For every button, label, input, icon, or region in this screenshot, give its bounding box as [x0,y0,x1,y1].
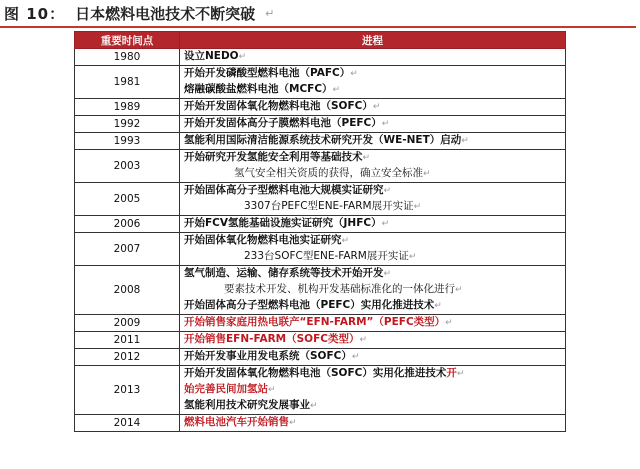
year-cell: 2011 [75,332,180,349]
year-cell: 2012 [75,349,180,366]
paragraph-mark-icon: ↵ [423,169,431,179]
paragraph-mark-icon: ↵ [351,352,360,362]
table-row [75,99,566,116]
table-body [75,49,566,432]
progress-line [184,99,565,115]
year-cell: 1980 [75,49,180,66]
table-row [75,366,566,415]
progress-text: 开始开发事业用发电系统（SOFC） [184,350,352,362]
progress-cell [180,315,566,332]
table-row [75,315,566,332]
progress-text: 始完善民间加氢站 [184,383,268,395]
progress-cell [180,66,566,99]
progress-line [184,166,565,182]
progress-line [184,266,565,282]
progress-line [184,315,565,331]
timeline-table [74,31,566,432]
progress-cell [180,216,566,233]
paragraph-mark-icon: ↵ [383,269,392,279]
progress-line [184,282,565,298]
progress-text: 3307台PEFC型ENE-FARM展开实证 [244,200,414,212]
year-cell: 2003 [75,150,180,183]
paragraph-mark-icon: ↵ [289,418,297,428]
progress-text: 氢气安全相关资质的获得，确立安全标准 [234,167,423,179]
year-cell: 2005 [75,183,180,216]
progress-cell [180,332,566,349]
paragraph-mark-icon: ↵ [372,102,381,112]
progress-text: 开始固体氧化物燃料电池实证研究 [184,234,342,246]
progress-cell [180,150,566,183]
paragraph-mark-icon: ↵ [381,119,390,129]
year-cell: 1989 [75,99,180,116]
progress-line [184,82,565,98]
progress-line [184,415,565,431]
paragraph-mark-icon: ↵ [310,401,318,411]
progress-line [184,49,565,65]
table-row [75,233,566,266]
paragraph-mark-icon: ↵ [350,69,358,79]
progress-cell [180,233,566,266]
progress-cell [180,366,566,415]
figure-title: 日本燃料电池技术不断突破 [75,4,256,23]
paragraph-mark-icon: ↵ [413,202,422,212]
progress-cell [180,349,566,366]
table-row [75,66,566,99]
progress-cell [180,99,566,116]
paragraph-mark-icon: ↵ [455,285,463,295]
paragraph-mark-icon: ↵ [341,236,350,246]
paragraph-mark-icon: ↵ [268,385,276,395]
progress-text: 开始固体高分子型燃料电池大规模实证研究 [184,184,384,196]
progress-text: 开始开发固体氧化物燃料电池（SOFC） [184,100,373,112]
table-header-row [75,32,566,49]
paragraph-mark-icon: ↵ [434,301,442,311]
year-cell: 2013 [75,366,180,415]
progress-line [184,199,565,215]
paragraph-mark-icon: ↵ [445,318,453,328]
progress-cell [180,266,566,315]
paragraph-mark-icon: ↵ [238,52,247,62]
progress-text: 开始FCV氢能基础设施实证研究（JHFC） [184,217,382,229]
paragraph-mark-icon: ↵ [332,85,341,95]
progress-line [184,66,565,82]
year-cell: 2006 [75,216,180,233]
table-row [75,332,566,349]
progress-text: 燃料电池汽车开始销售 [184,416,289,428]
progress-text: 氢能利用技术研究发展事业 [184,399,310,411]
paragraph-mark-icon: ↵ [408,252,417,262]
progress-text: 开始固体高分子型燃料电池（PEFC）实用化推进技术 [184,299,435,311]
progress-text-tail: 开 [446,367,457,379]
progress-line [184,398,565,414]
year-cell: 1993 [75,133,180,150]
progress-text: 开始销售EFN-FARM（SOFC类型） [184,333,360,345]
year-cell: 2007 [75,233,180,266]
progress-text: 氢能利用国际清洁能源系统技术研究开发（WE-NET）启动 [184,134,462,146]
table-row [75,116,566,133]
progress-text: 233台SOFC型ENE-FARM展开实证 [244,250,409,262]
paragraph-mark-icon: ↵ [461,136,469,146]
progress-cell [180,49,566,66]
progress-text: 开始研究开发氢能安全利用等基础技术 [184,151,363,163]
progress-line [184,366,565,382]
year-cell: 1981 [75,66,180,99]
progress-text: 要素技术开发、机构开发基础标准化的一体化进行 [224,283,455,295]
year-cell: 2008 [75,266,180,315]
figure-title-bar [0,0,636,28]
progress-line [184,116,565,132]
progress-line [184,233,565,249]
progress-line [184,150,565,166]
progress-line [184,332,565,348]
progress-cell [180,415,566,432]
paragraph-mark-icon: ↵ [456,369,465,379]
table-row [75,216,566,233]
paragraph-mark-icon: ↵ [383,186,392,196]
progress-cell [180,133,566,150]
progress-text: 设立NEDO [184,50,239,62]
paragraph-mark-icon: ↵ [381,219,390,229]
paragraph-mark-icon: ↵ [265,6,275,20]
progress-line [184,133,565,149]
progress-cell [180,183,566,216]
progress-line [184,249,565,265]
progress-line [184,349,565,365]
table-row [75,49,566,66]
year-cell: 2009 [75,315,180,332]
table-row [75,133,566,150]
progress-text: 熔融碳酸盐燃料电池（MCFC） [184,83,333,95]
header-year: 重要时间点 [75,32,180,49]
progress-line [184,382,565,398]
paragraph-mark-icon: ↵ [359,335,368,345]
year-cell: 1992 [75,116,180,133]
progress-line [184,298,565,314]
table-row [75,266,566,315]
table-row [75,349,566,366]
progress-text: 开始开发磷酸型燃料电池（PAFC） [184,67,351,79]
table-row [75,183,566,216]
progress-cell [180,116,566,133]
progress-line [184,216,565,232]
year-cell: 2014 [75,415,180,432]
table-row [75,415,566,432]
table-row [75,150,566,183]
progress-text: 开始开发固体高分子膜燃料电池（PEFC） [184,117,382,129]
header-progress: 进程 [180,32,566,49]
figure-label: 图 10： [4,4,66,23]
paragraph-mark-icon: ↵ [362,153,371,163]
progress-text: 开始开发固体氧化物燃料电池（SOFC）实用化推进技术 [184,367,447,379]
progress-text: 开始销售家庭用热电联产“EFN-FARM”（PEFC类型） [184,316,446,328]
progress-line [184,183,565,199]
progress-text: 氢气制造、运输、储存系统等技术开始开发 [184,267,384,279]
